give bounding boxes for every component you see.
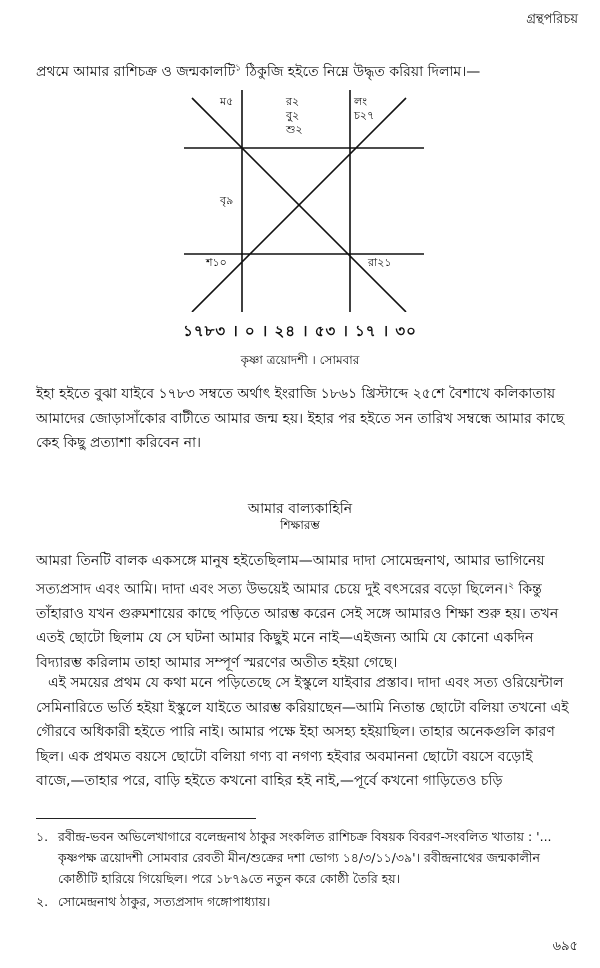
chart-cell-top-center-1: র২ [286, 95, 300, 108]
footnote-line: কৃষ্ণপক্ষ ত্রয়োদশী সোমবার রেবতী মীন/শুক্রের দশা ভোগ্য ১৪/৩/১১/৩৯'। রবীন্দ্রনাথের জন্মকালীন [58, 850, 540, 865]
paragraph-line-tail: কিন্তু [513, 581, 542, 598]
paragraph-line: তাঁহারাও যখন গুরুমশায়ের কাছে পড়িতে আরম্ভ করেন সেই সঙ্গে আমারও শিক্ষা শুরু হয়। তখন [36, 605, 559, 622]
paragraph-line: গৌরবে অধিকারী হইতে পারি নাই। আমার পক্ষে ইহা অসহ্য হইয়াছিল। তাহার অনেকগুলি কারণ [36, 724, 555, 740]
intro-text: প্রথমে আমার রাশিচক্র ও জন্মকালটি [36, 64, 236, 80]
paragraph-three-boys [36, 549, 574, 675]
footnote-2 [36, 891, 576, 912]
footnote-divider [36, 818, 256, 819]
paragraph-line: কেহ কিছু প্রত্যাশা করিবেন না। [36, 435, 202, 451]
paragraph-line: আমাদের জোড়াসাঁকোর বাটীতে আমার জন্ম হয়। ইহার পর হইতে সন তারিখ সম্বন্ধে আমার কাছে [36, 410, 565, 427]
footnote-line: রবীন্দ্র-ভবন অভিলেখাগারে বলেন্দ্রনাথ ঠাকুর সংকলিত রাশিচক্র বিষয়ক বিবরণ-সংবলিত খাতায় : '... [58, 829, 552, 844]
chart-cell-top-center-2: বু২ [286, 109, 300, 122]
footnote-line: কোষ্ঠীটি হারিয়ে গিয়েছিল। পরে ১৮৭৯তে নতুন করে কোষ্ঠী তৈরি হয়। [58, 871, 401, 886]
chart-cell-top-right-1: লং [354, 95, 367, 108]
paragraph-line: ইহা হইতে বুঝা যাইবে ১৭৮৩ সম্বতে অর্থাৎ ইংরাজি ১৮৬১ খ্রিস্টাব্দে ২৫শে বৈশাখে কলিকাতায় [36, 386, 556, 402]
running-header: গ্রন্থপরিচয় [526, 12, 578, 27]
footnote-number: ১. [36, 829, 49, 844]
horoscope-chart [184, 90, 424, 312]
intro-text-2: ঠিকুজি হইতে নিম্নে উদ্ধৃত করিয়া দিলাম।— [241, 64, 481, 80]
chart-cell-top-right-2: চ২৭ [354, 109, 375, 122]
footnote-ref-2: ২ [508, 580, 514, 591]
intro-line [36, 60, 480, 84]
chart-cell-top-left: ম৫ [220, 95, 234, 108]
paragraph-line: এতই ছোটো ছিলাম যে সে ঘটনা আমার কিছুই মনে নাই—এইজন্য আমি যে কোনো একদিন [36, 630, 534, 647]
paragraph-line: আমরা তিনটি বালক একসঙ্গে মানুষ হইতেছিলাম—আমার দাদা সোমেন্দ্রনাথ, আমার ভাগিনেয় [36, 553, 545, 569]
paragraph-line: সেমিনারিতে ভর্তি হইয়া ইস্কুলে যাইতে আরম্ভ করিয়াছেন—আমি নিতান্ত ছোটো বলিয়া তখনো এই [36, 699, 569, 716]
chart-time-numbers: ১৭৮৩ । ০ । ২৪ । ৫৩ । ১৭ । ৩০ [183, 322, 417, 340]
paragraph-line-text: সত্যপ্রসাদ এবং আমি। দাদা এবং সত্য উভয়েই আমার চেয়ে দুই বৎসরের বড়ো ছিলেন। [36, 581, 509, 598]
paragraph-birth [36, 382, 574, 456]
paragraph-line: বাজে,—তাহার পরে, বাড়ি হইতে কখনো বাহির হই নাই,—পূর্বে কখনো গাড়িতেও চড়ি [36, 773, 503, 789]
section-title: আমার বাল্যকাহিনি [247, 501, 353, 517]
footnote-number: ২. [36, 894, 49, 909]
paragraph-line: ছিল। এক প্রথমত বয়সে ছোটো বলিয়া গণ্য বা নগণ্য হইবার অবমাননা ছোটো বয়সে বড়োই [36, 748, 533, 765]
paragraph-line: এই সময়ের প্রথম যে কথা মনে পড়িতেছে সে ইস্কুলে যাইবার প্রস্তাব। দাদা এবং সত্য ওরিয়েন্টাল [48, 675, 564, 691]
chart-cell-bottom-right: রা২১ [368, 256, 392, 269]
chart-cell-middle-left: বৃ৯ [220, 194, 234, 207]
page-number: ৬৯৫ [552, 939, 578, 954]
paragraph-line: বিদ্যারম্ভ করিলাম তাহা আমার সম্পূর্ণ স্মরণের অতীত হইয়া গেছে। [36, 654, 398, 671]
chart-cell-bottom-left: শ১০ [206, 256, 227, 269]
section-subtitle: শিক্ষারম্ভ [280, 518, 320, 532]
footnote-ref-1: ১ [235, 63, 242, 74]
footnote-1 [36, 826, 576, 889]
paragraph-school [36, 671, 574, 794]
footnote-line: সোমেন্দ্রনাথ ঠাকুর, সত্যপ্রসাদ গঙ্গোপাধ্যায়। [58, 894, 271, 909]
paragraph-line [36, 574, 574, 602]
chart-cell-top-center-3: শু২ [286, 123, 303, 136]
chart-caption: কৃষ্ণা ত্রয়োদশী । সোমবার [240, 353, 360, 367]
